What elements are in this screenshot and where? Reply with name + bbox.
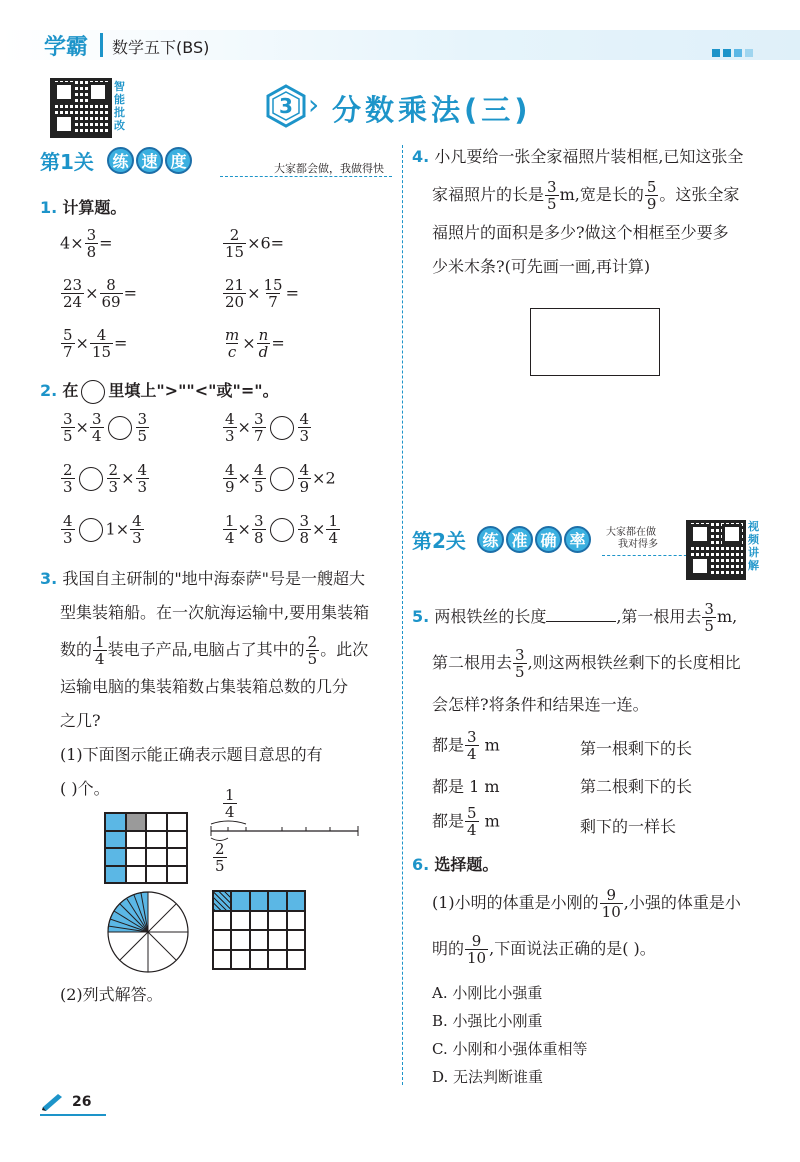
book-title: 数学五下(BS) xyxy=(112,38,210,57)
q1-item: $\frac{21}{20}$ × $\frac{15}{7}$ = xyxy=(225,276,299,311)
qr-code-video[interactable] xyxy=(686,520,746,580)
diagram-number-line xyxy=(206,788,366,878)
section2-char: 确 xyxy=(535,526,562,553)
brand-logo xyxy=(44,30,88,61)
q1-item: $\frac{5}{7}$ × $\frac{4}{15}$ = xyxy=(63,326,128,361)
q5-right-item[interactable]: 第二根剩下的长 xyxy=(580,777,693,796)
qr-label: 智能批改 xyxy=(114,80,125,132)
q2-title: 2. 在 里填上">""<"或"="。 xyxy=(40,378,279,404)
pie-circle-icon xyxy=(106,890,190,974)
q2-item: $\frac{3}{5}$ × $\frac{3}{4}$ $\frac{3}{5}$ xyxy=(63,410,148,445)
page-number: 26 xyxy=(72,1094,92,1110)
chevron-right-icon: › xyxy=(308,88,320,121)
section1-header xyxy=(40,146,392,180)
q2-number: 2. xyxy=(40,381,58,400)
photo-frame-box xyxy=(530,308,660,376)
section1-slogan: 大家都会做，我做得快 xyxy=(274,162,384,175)
section1-char: 练 xyxy=(107,147,134,174)
q5-left-item[interactable]: 都是 $\frac{3}{4}$ m xyxy=(432,728,500,763)
column-divider xyxy=(402,145,403,1085)
q5-left-item[interactable]: 都是 1 m xyxy=(432,777,500,796)
section2-char: 率 xyxy=(564,526,591,553)
answer-circle[interactable] xyxy=(270,518,294,542)
q5-text: 5. 两根铁丝的长度 ,第一根用去 $\frac{3}{5}$ m, 第二根用去 $\frac{3}{5}$ ,则这两根铁丝剩下的长度相比 会怎样?将条件和结果连一连。 xyxy=(412,599,741,714)
lesson-title: 分数乘法(三) xyxy=(332,93,532,127)
answer-circle[interactable] xyxy=(270,416,294,440)
section2-slogan-2: 我对得多 xyxy=(618,539,658,550)
qr-video-label: 视频讲解 xyxy=(748,520,759,572)
circle-icon xyxy=(81,380,105,404)
pencil-icon xyxy=(40,1094,64,1112)
lesson-number: 3 xyxy=(279,94,293,118)
q6-text: (1)小明的体重是小刚的 $\frac{9}{10}$ ,小强的体重是小 明的 $\frac{9}{10}$ ,下面说法正确的是( )。 xyxy=(432,885,741,967)
qr-code[interactable] xyxy=(50,78,112,138)
q1-item: $\frac{2}{15}$ ×6= xyxy=(225,226,285,261)
q2-item: $\frac{4}{9}$ × $\frac{4}{5}$ $\frac{4}{9}$ ×2 xyxy=(225,461,336,496)
q6-option-b[interactable]: B. 小强比小刚重 xyxy=(432,1012,543,1030)
header-squares xyxy=(712,42,760,52)
answer-circle[interactable] xyxy=(79,518,103,542)
section1-prefix: 第1关 xyxy=(40,150,94,174)
q5-blank[interactable] xyxy=(546,603,616,622)
q1-item: $\frac{m}{c}$ × $\frac{n}{d}$ = xyxy=(225,326,285,361)
q6-option-d[interactable]: D. 无法判断谁重 xyxy=(432,1068,544,1086)
q1-number: 1. xyxy=(40,198,58,217)
brand-name: 学霸 xyxy=(44,35,89,60)
q4-text: 4. 小凡要给一张全家福照片装相框,已知这张全 家福照片的长是 $\frac{3}{5}$ m,宽是长的 $\frac{5}{9}$ 。这张全家 福照片的面积是多少?做这个相框至少要多 少米木条?(可先画一画,再计算) xyxy=(412,147,744,276)
q2-item: $\frac{2}{3}$ $\frac{2}{3}$ × $\frac{4}{3}$ xyxy=(63,461,148,496)
number-line-label-top: $\frac{1}{4}$ xyxy=(225,786,235,821)
q3-part2: (2)列式解答。 xyxy=(60,985,163,1004)
section2-header xyxy=(412,525,692,559)
q3-text: 3. 我国自主研制的"地中海泰萨"号是一艘超大 型集装箱船。在一次航海运输中,要用集装箱 数的 $\frac{1}{4}$ 装电子产品,电脑占了其中的 $\frac{2}{5}$ 。此次 运输电脑的集装箱数占集装箱总数的几分 之几? (1)下面图示能正确表示题目意思的有 ( )个。 xyxy=(40,569,370,798)
answer-circle[interactable] xyxy=(79,467,103,491)
answer-circle[interactable] xyxy=(108,416,132,440)
section1-char: 速 xyxy=(136,147,163,174)
q5-left-item[interactable]: 都是 $\frac{5}{4}$ m xyxy=(432,804,500,839)
section2-slogan-1: 大家都在做 xyxy=(606,527,656,538)
number-line-label-bottom: $\frac{2}{5}$ xyxy=(215,840,225,875)
section2-char: 准 xyxy=(506,526,533,553)
q1-title-text: 计算题。 xyxy=(62,198,127,217)
q2-item: $\frac{4}{3}$ × $\frac{3}{7}$ $\frac{4}{3}$ xyxy=(225,410,310,445)
diagram-grid-d xyxy=(212,890,306,970)
section1-char: 度 xyxy=(165,147,192,174)
q6-option-a[interactable]: A. 小刚比小强重 xyxy=(432,984,543,1002)
q6-title: 6. 选择题。 xyxy=(412,855,499,874)
q1-item: 4× $\frac{3}{8}$ = xyxy=(60,226,113,261)
q1-title xyxy=(40,195,126,218)
section2-prefix: 第2关 xyxy=(412,529,466,553)
lesson-badge xyxy=(264,84,308,128)
answer-circle[interactable] xyxy=(270,467,294,491)
footer-line xyxy=(40,1114,106,1116)
diagram-circle xyxy=(106,890,190,974)
section2-char: 练 xyxy=(477,526,504,553)
q5-right-item[interactable]: 第一根剩下的长 xyxy=(580,739,693,758)
q2-item: $\frac{1}{4}$ × $\frac{3}{8}$ $\frac{3}{8}$ × $\frac{1}{4}$ xyxy=(225,512,338,547)
q6-option-c[interactable]: C. 小刚和小强体重相等 xyxy=(432,1040,588,1058)
q5-right-item[interactable]: 剩下的一样长 xyxy=(580,817,677,836)
q2-item: $\frac{4}{3}$ 1× $\frac{4}{3}$ xyxy=(63,512,142,547)
header-divider xyxy=(100,33,103,57)
q1-item: $\frac{23}{24}$ × $\frac{8}{69}$ = xyxy=(63,276,137,311)
diagram-grid-a xyxy=(104,812,188,884)
